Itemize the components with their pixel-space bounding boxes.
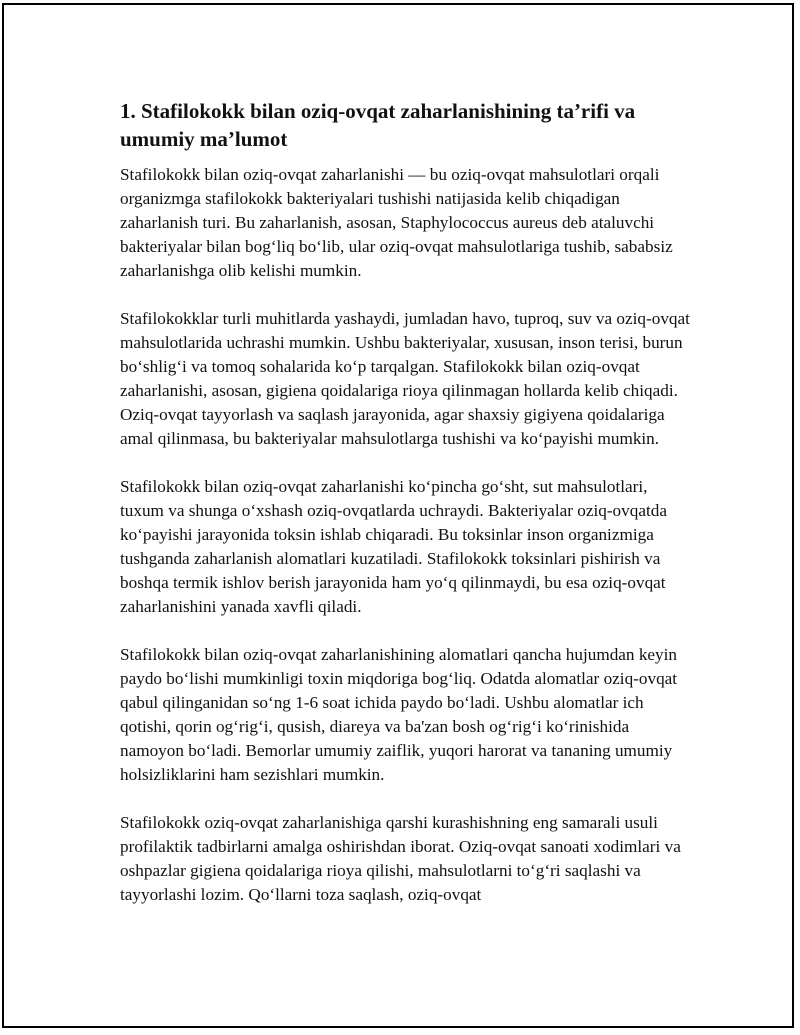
paragraph-sources: Stafilokokk bilan oziq-ovqat zaharlanishi ko‘pincha go‘sht, sut mahsulotlari, tuxum va shunga o‘xshash oziq-ovqatlarda uchraydi. Bakteriyalar oziq-ovqatda ko‘payishi jarayonida toksin ishlab chiqaradi. Bu toksinlar inson organizmiga tushganda zaharlanish alomatlari kuzatiladi. Stafilokokk toksinlari pishirish va boshqa termik ishlov berish jarayonida ham yo‘q qilinmaydi, bu esa oziq-ovqat zaharlanishini yanada xavfli qiladi. [120,477,667,616]
page-frame [2,3,794,1028]
paragraph-habitat: Stafilokokklar turli muhitlarda yashaydi, jumladan havo, tuproq, suv va oziq-ovqat mahsulotlarida uchrashi mumkin. Ushbu bakteriyalar, xususan, inson terisi, burun bo‘shlig‘i va tomoq sohalarida ko‘p tarqalgan. Stafilokokk bilan oziq-ovqat zaharlanishi, asosan, gigiena qoidalariga rioya qilinmagan hollarda kelib chiqadi. Oziq-ovqat tayyorlash va saqlash jarayonida, agar shaxsiy gigiyena qoidalariga amal qilinmasa, bu bakteriyalar mahsulotlarga tushishi va ko‘payishi mumkin. [120,309,690,448]
section-heading: 1. Stafilokokk bilan oziq-ovqat zaharlanishining ta’rifi va umumiy ma’lumot [120,99,636,151]
paragraph-definition: Stafilokokk bilan oziq-ovqat zaharlanishi — bu oziq-ovqat mahsulotlari orqali organizmga stafilokokk bakteriyalari tushishi natijasida kelib chiqadigan zaharlanish turi. Bu zaharlanish, asosan, Staphylococcus aureus deb ataluvchi bakteriyalar bilan bog‘liq bo‘lib, ular oziq-ovqat mahsulotlariga tushib, sababsiz zaharlanishga olib kelishi mumkin. [120,165,673,280]
document-body [120,97,690,931]
paragraph-symptoms: Stafilokokk bilan oziq-ovqat zaharlanishining alomatlari qancha hujumdan keyin paydo bo‘lishi mumkinligi toxin miqdoriga bog‘liq. Odatda alomatlar oziq-ovqat qabul qilinganidan so‘ng 1-6 soat ichida paydo bo‘ladi. Ushbu alomatlar ich qotishi, qorin og‘rig‘i, qusish, diareya va ba'zan bosh og‘rig‘i ko‘rinishida namoyon bo‘ladi. Bemorlar umumiy zaiflik, yuqori harorat va tananing umumiy holsizliklarini ham sezishlari mumkin. [120,645,678,784]
paragraph-prevention: Stafilokokk oziq-ovqat zaharlanishiga qarshi kurashishning eng samarali usuli profilaktik tadbirlarni amalga oshirishdan iborat. Oziq-ovqat sanoati xodimlari va oshpazlar gigiena qoidalariga rioya qilishi, mahsulotlarni to‘g‘ri saqlashi va tayyorlashi lozim. Qo‘llarni toza saqlash, oziq-ovqat [120,813,681,904]
